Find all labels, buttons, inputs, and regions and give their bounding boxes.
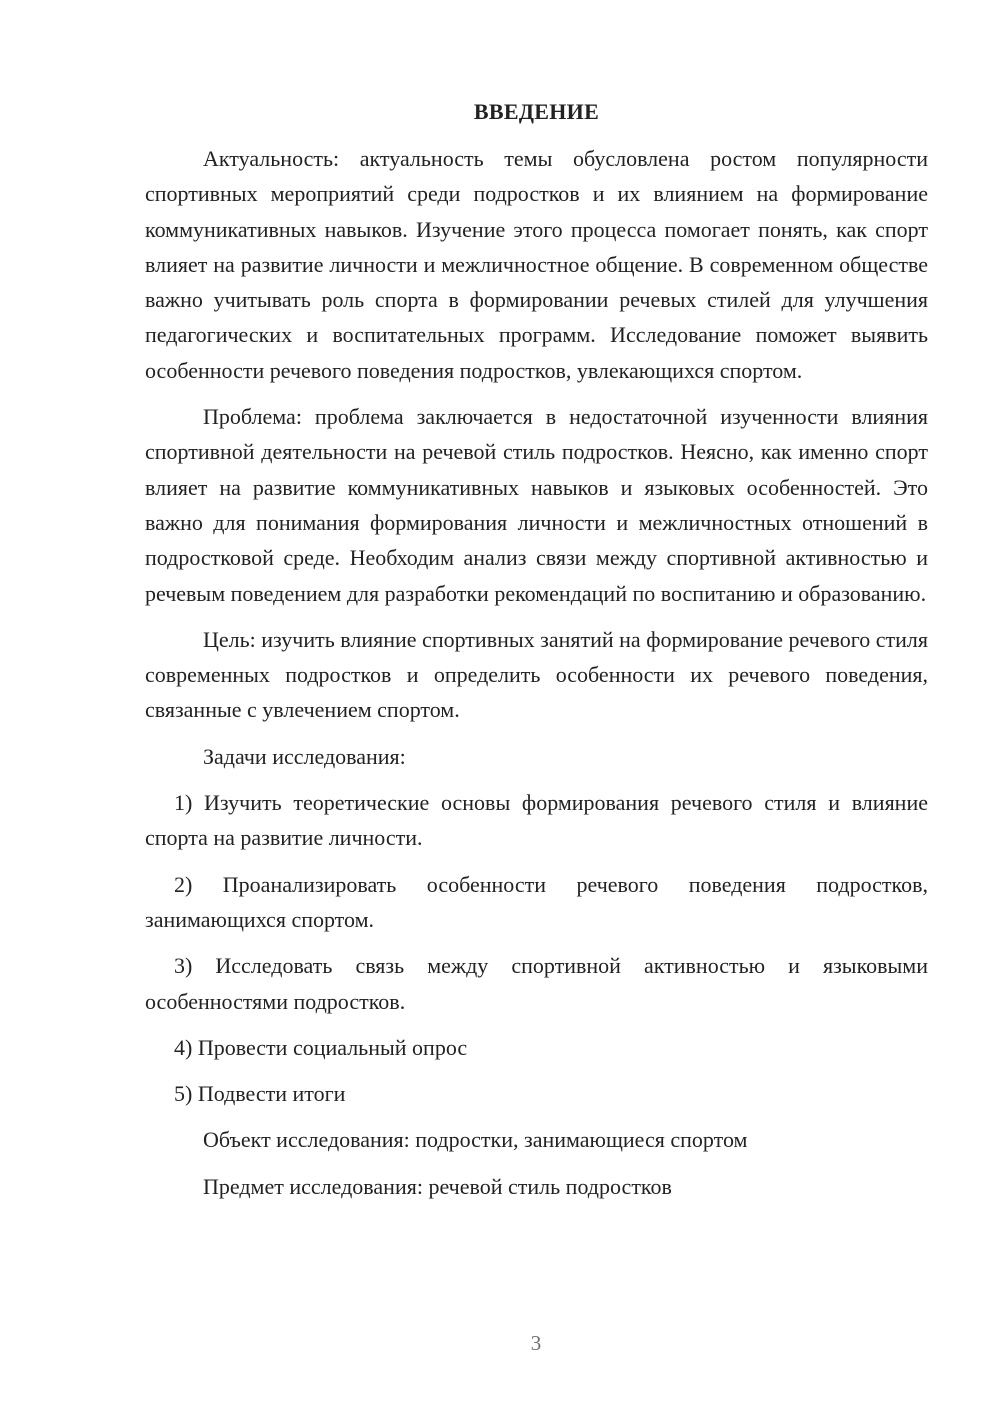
page-number: 3 [530,1331,542,1355]
research-object: Объект исследования: подростки, занимающиеся спортом [203,1127,748,1153]
page-content [145,94,928,1215]
problem-paragraph: Проблема: проблема заключается в недостаточной изученности влияния спортивной деятельности на речевой стиль подростков. Неясно, как именно спорт влияет на развитие коммуникативных навыков и языковых особенностей. Это важно для понимания формирования личности и межличностных отношений в подростковой среде. Необходим анализ связи между спортивной активностью и речевым поведением для разработки рекомендаций по воспитанию и образованию. [145,404,928,606]
task-item-1: 1) Изучить теоретические основы формирования речевого стиля и влияние спорта на развитие личности. [145,790,928,851]
tasks-heading: Задачи исследования: [203,743,406,769]
task-item-3: 3) Исследовать связь между спортивной активностью и языковыми особенностями подростков. [145,953,928,1014]
task-item-2: 2) Проанализировать особенности речевого поведения подростков, занимающихся спортом. [145,871,928,932]
goal-paragraph: Цель: изучить влияние спортивных занятий на формирование речевого стиля современных подростков и определить особенности их речевого поведения, связанные с увлечением спортом. [145,626,928,723]
section-title: ВВЕДЕНИЕ [473,99,600,124]
relevance-paragraph: Актуальность: актуальность темы обусловлена ростом популярности спортивных мероприятий среди подростков и их влиянием на формирование коммуникативных навыков. Изучение этого процесса помогает понять, как спорт влияет на развитие личности и межличностное общение. В современном обществе важно учитывать роль спорта в формировании речевых стилей для улучшения педагогических и воспитательных программ. Исследование поможет выявить особенности речевого поведения подростков, увлекающихся спортом. [145,146,928,383]
task-item-5: 5) Подвести итоги [174,1081,346,1107]
research-subject: Предмет исследования: речевой стиль подростков [203,1173,672,1199]
task-item-4: 4) Провести социальный опрос [174,1034,468,1060]
